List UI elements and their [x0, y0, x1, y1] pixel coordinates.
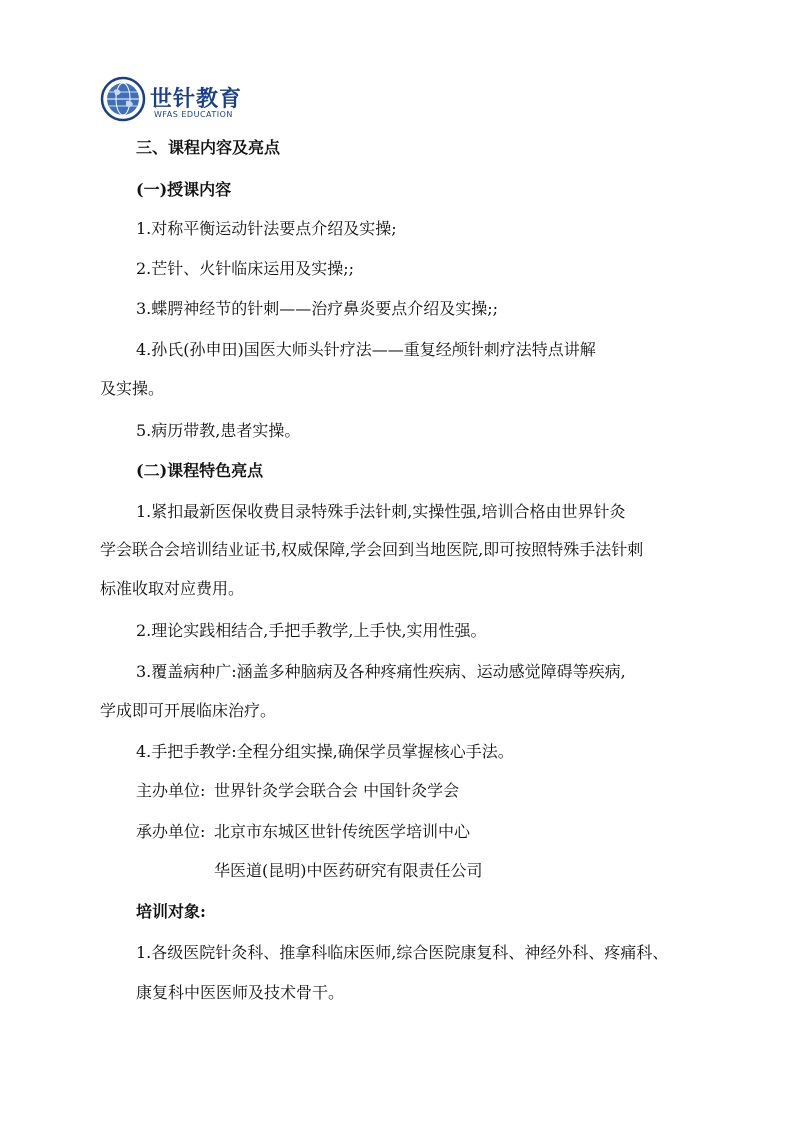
content-item-2: 2.芒针、火针临床运用及实操;;: [136, 259, 355, 278]
feature-item-4: 4.手把手教学:全程分组实操,确保学员掌握核心手法。: [136, 742, 514, 761]
target-title: 培训对象:: [136, 902, 206, 921]
logo: [100, 70, 340, 126]
subsection-title-content: (一)授课内容: [136, 180, 232, 199]
feature-item-1: 1.紧扣最新医保收费目录特殊手法针刺,实操性强,培训合格由世界针灸: [136, 502, 626, 521]
co-organizer-value-2: 华医道(昆明)中医药研究有限责任公司: [214, 861, 483, 880]
content-item-1: 1.对称平衡运动针法要点介绍及实操;: [136, 219, 397, 238]
feature-item-2: 2.理论实践相结合,手把手教学,上手快,实用性强。: [136, 621, 487, 640]
host-value: 世界针灸学会联合会 中国针灸学会: [214, 781, 460, 800]
feature-item-1-cont: 学会联合会培训结业证书,权威保障,学会回到当地医院,即可按照特殊手法针刺: [100, 540, 644, 559]
content-item-3: 3.蝶腭神经节的针刺——治疗鼻炎要点介绍及实操;;: [136, 299, 499, 318]
feature-item-3-cont: 学成即可开展临床治疗。: [100, 701, 277, 720]
target-item-1: 1.各级医院针灸科、推拿科临床医师,综合医院康复科、神经外科、疼痛科、: [136, 943, 669, 962]
content-item-4: 4.孙氏(孙申田)国医大师头针疗法——重复经颅针刺疗法特点讲解: [136, 340, 596, 359]
content-item-4-cont: 及实操。: [100, 379, 165, 398]
target-item-1-cont: 康复科中医医师及技术骨干。: [136, 983, 345, 1002]
feature-item-3: 3.覆盖病种广:涵盖多种脑病及各种疼痛性疾病、运动感觉障碍等疾病,: [136, 662, 626, 681]
co-organizer-value-1: 北京市东城区世针传统医学培训中心: [214, 822, 471, 841]
host-label: 主办单位:: [136, 781, 206, 800]
logo-subtext: WFAS EDUCATION: [154, 110, 233, 119]
feature-item-1-cont2: 标准收取对应费用。: [100, 579, 245, 598]
section-title: 三、课程内容及亮点: [136, 138, 281, 157]
content-item-5: 5.病历带教,患者实操。: [136, 421, 301, 440]
logo-text: 世针教育: [150, 87, 243, 112]
globe-logo-icon: [100, 76, 146, 122]
co-organizer-label: 承办单位:: [136, 822, 206, 841]
subsection-title-features: (二)课程特色亮点: [136, 461, 264, 480]
